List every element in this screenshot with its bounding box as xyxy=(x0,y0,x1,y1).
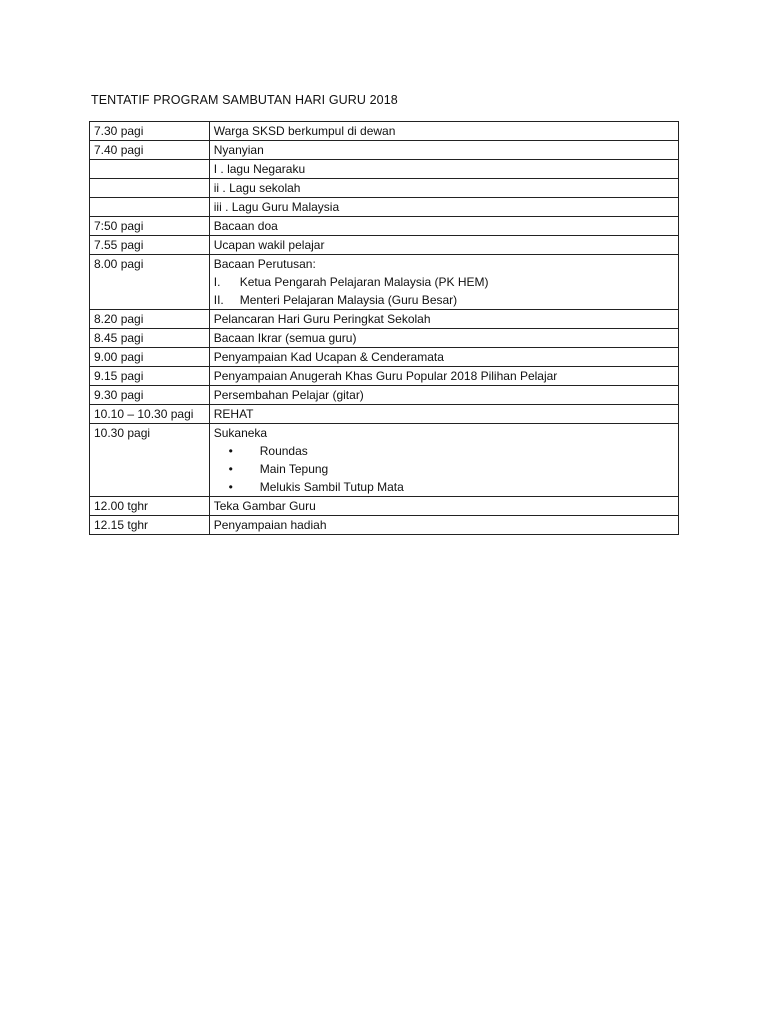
schedule-row xyxy=(90,255,679,310)
schedule-row xyxy=(90,179,679,198)
schedule-row xyxy=(90,310,679,329)
time-cell xyxy=(90,198,210,217)
activity-text: Persembahan Pelajar (gitar) xyxy=(213,388,364,402)
time-cell: 7.40 pagi xyxy=(90,141,210,160)
activity-cell xyxy=(209,516,678,535)
activity-text: Bacaan Ikrar (semua guru) xyxy=(213,331,357,345)
time-cell: 9.15 pagi xyxy=(90,367,210,386)
activity-cell xyxy=(209,329,678,348)
activity-text: Sukaneka xyxy=(213,426,268,440)
time-cell: 12.00 tghr xyxy=(90,497,210,516)
bullet-icon: • xyxy=(228,444,233,458)
activity-cell xyxy=(209,236,678,255)
list-item-text: Ketua Pengarah Pelajaran Malaysia (PK HEM) xyxy=(239,275,489,289)
activity-text: ii . Lagu sekolah xyxy=(213,181,301,195)
activity-sublist xyxy=(214,273,674,309)
time-cell xyxy=(90,160,210,179)
list-item-text: Main Tepung xyxy=(259,462,329,476)
schedule-row xyxy=(90,329,679,348)
activity-cell xyxy=(209,497,678,516)
activity-text: Ucapan wakil pelajar xyxy=(213,238,325,252)
schedule-row xyxy=(90,141,679,160)
schedule-table xyxy=(89,121,679,535)
schedule-table-body xyxy=(90,122,679,535)
time-cell: 7:50 pagi xyxy=(90,217,210,236)
list-item-text: Melukis Sambil Tutup Mata xyxy=(259,480,404,494)
schedule-row xyxy=(90,160,679,179)
list-item xyxy=(214,291,674,309)
activity-cell xyxy=(209,386,678,405)
list-marker: I. xyxy=(213,275,221,289)
activity-cell xyxy=(209,348,678,367)
activity-text: Warga SKSD berkumpul di dewan xyxy=(213,124,396,138)
schedule-row xyxy=(90,386,679,405)
time-cell: 7.30 pagi xyxy=(90,122,210,141)
time-cell: 9.00 pagi xyxy=(90,348,210,367)
time-cell: 9.30 pagi xyxy=(90,386,210,405)
schedule-row xyxy=(90,122,679,141)
activity-cell xyxy=(209,198,678,217)
activity-text: I . lagu Negaraku xyxy=(213,162,306,176)
activity-cell xyxy=(209,160,678,179)
schedule-row xyxy=(90,424,679,497)
list-item xyxy=(214,478,674,496)
activity-text: Bacaan doa xyxy=(213,219,278,233)
time-cell: 8.00 pagi xyxy=(90,255,210,310)
activity-text: Nyanyian xyxy=(213,143,264,157)
activity-cell xyxy=(209,310,678,329)
activity-cell xyxy=(209,367,678,386)
activity-cell xyxy=(209,217,678,236)
activity-cell xyxy=(209,122,678,141)
schedule-row xyxy=(90,236,679,255)
time-cell: 12.15 tghr xyxy=(90,516,210,535)
schedule-row xyxy=(90,348,679,367)
list-marker: II. xyxy=(213,293,224,307)
time-cell: 7.55 pagi xyxy=(90,236,210,255)
schedule-row xyxy=(90,497,679,516)
list-item xyxy=(214,273,674,291)
time-cell: 10.10 – 10.30 pagi xyxy=(90,405,210,424)
activity-text: Penyampaian hadiah xyxy=(213,518,327,532)
activity-text: iii . Lagu Guru Malaysia xyxy=(213,200,340,214)
document-title: TENTATIF PROGRAM SAMBUTAN HARI GURU 2018 xyxy=(91,93,398,107)
activity-text: Teka Gambar Guru xyxy=(213,499,316,513)
time-cell xyxy=(90,179,210,198)
activity-cell xyxy=(209,179,678,198)
list-item xyxy=(214,460,674,478)
schedule-row xyxy=(90,405,679,424)
list-item-text: Roundas xyxy=(259,444,308,458)
schedule-row xyxy=(90,217,679,236)
activity-text: Penyampaian Anugerah Khas Guru Popular 2018 Pilihan Pelajar xyxy=(213,369,558,383)
activity-cell xyxy=(209,255,678,310)
time-cell: 8.20 pagi xyxy=(90,310,210,329)
schedule-row xyxy=(90,367,679,386)
bullet-icon: • xyxy=(228,480,233,494)
activity-text: Bacaan Perutusan: xyxy=(213,257,316,271)
schedule-row xyxy=(90,198,679,217)
activity-text: Pelancaran Hari Guru Peringkat Sekolah xyxy=(213,312,431,326)
activity-text: Penyampaian Kad Ucapan & Cenderamata xyxy=(213,350,444,364)
activity-sublist xyxy=(214,442,674,496)
list-item-text: Menteri Pelajaran Malaysia (Guru Besar) xyxy=(239,293,458,307)
activity-cell xyxy=(209,141,678,160)
time-cell: 8.45 pagi xyxy=(90,329,210,348)
activity-cell xyxy=(209,424,678,497)
activity-cell xyxy=(209,405,678,424)
list-item xyxy=(214,442,674,460)
activity-text: REHAT xyxy=(213,407,254,421)
time-cell: 10.30 pagi xyxy=(90,424,210,497)
bullet-icon: • xyxy=(228,462,233,476)
schedule-row xyxy=(90,516,679,535)
